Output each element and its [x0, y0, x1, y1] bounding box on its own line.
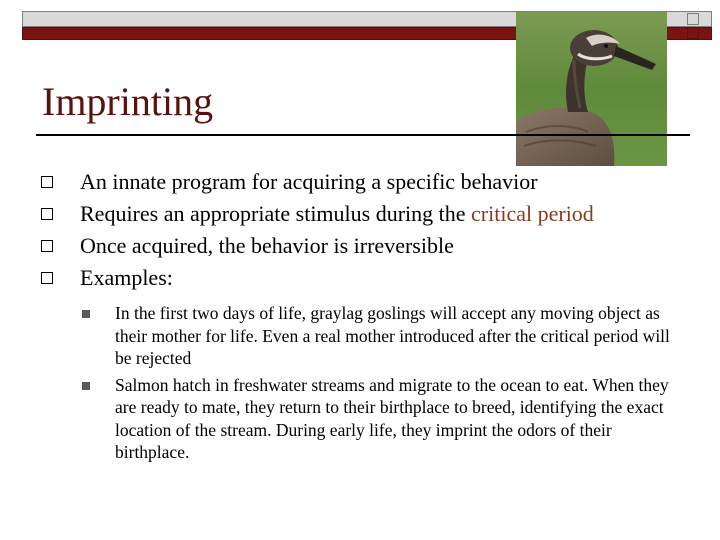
- sub-bullet-item: [0, 374, 720, 464]
- filled-square-bullet-icon: [82, 382, 90, 390]
- sub-bullet-list: [0, 302, 720, 468]
- decor-square-red: [687, 27, 699, 39]
- hollow-square-bullet-icon: [41, 176, 53, 188]
- title-underline: [36, 134, 690, 136]
- main-bullet-list: [0, 166, 720, 294]
- hollow-square-bullet-icon: [41, 208, 53, 220]
- bullet-text: Once acquired, the behavior is irreversible: [80, 233, 454, 258]
- bullet-item: [0, 230, 720, 262]
- filled-square-bullet-icon: [82, 310, 90, 318]
- decor-square-gray: [687, 13, 699, 25]
- bullet-item: [0, 198, 720, 230]
- bullet-text: Requires an appropriate stimulus during the: [80, 201, 472, 226]
- bullet-text: Examples:: [80, 265, 173, 290]
- sub-bullet-text: In the first two days of life, graylag goslings will accept any moving object as their mother for life. Even a real mother introduced after the critical period will be rejected: [115, 303, 670, 368]
- goose-photo: [516, 12, 667, 166]
- bullet-highlight: critical period: [471, 201, 594, 226]
- sub-bullet-item: [0, 302, 720, 370]
- bullet-item: [0, 262, 720, 294]
- sub-bullet-text: Salmon hatch in freshwater streams and migrate to the ocean to eat. When they are ready to mate, they return to their birthplace to breed, identifying the exact location of the stream. During early life, they imprint the odors of their birthplace.: [115, 374, 669, 462]
- bullet-text: An innate program for acquiring a specific behavior: [80, 169, 538, 194]
- bullet-item: [0, 166, 720, 198]
- goose-image-icon: [516, 12, 667, 166]
- slide-title: Imprinting: [42, 79, 214, 124]
- hollow-square-bullet-icon: [41, 240, 53, 252]
- hollow-square-bullet-icon: [41, 272, 53, 284]
